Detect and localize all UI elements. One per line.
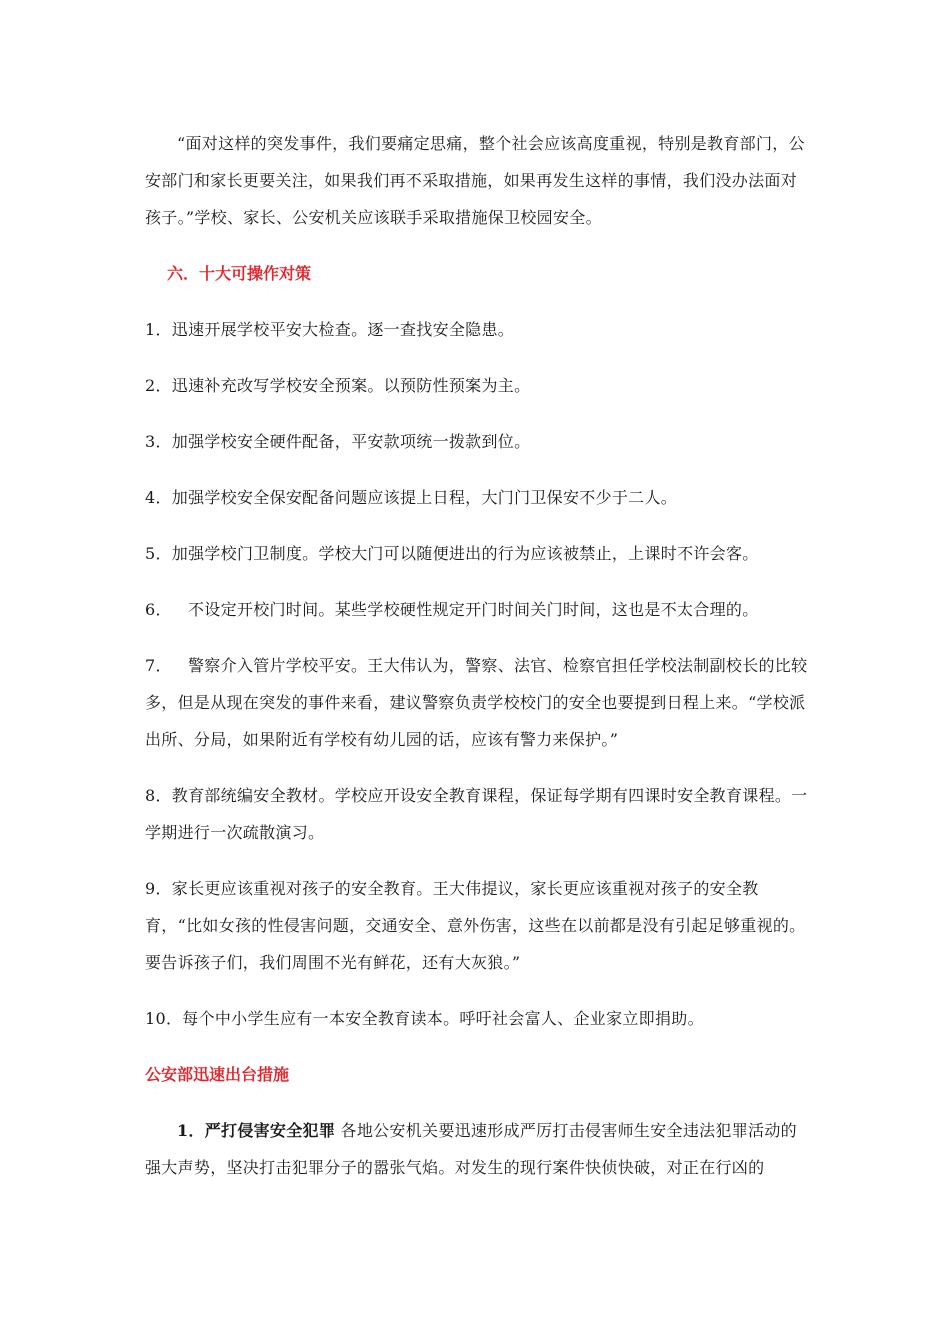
section-heading-police: 公安部迅速出台措施 <box>145 1065 290 1084</box>
item-number: 2． <box>145 376 172 395</box>
item-number: 9． <box>145 879 172 898</box>
list-item <box>145 535 810 572</box>
item-text: 不设定开校门时间。某些学校硬性规定开门时间关门时间，这也是不太合理的。 <box>188 600 759 619</box>
item-text: 教育部统编安全教材。学校应开设安全教育课程，保证每学期有四课时安全教育课程。一学期进行一次疏散演习。 <box>145 786 808 842</box>
item-number: 8． <box>145 786 172 805</box>
item-text: 迅速补充改写学校安全预案。以预防性预案为主。 <box>171 376 531 395</box>
measure-title: 1．严打侵害安全犯罪 <box>177 1121 336 1140</box>
list-item <box>145 479 810 516</box>
item-text: 加强学校安全保安配备问题应该提上日程，大门门卫保安不少于二人。 <box>171 488 678 507</box>
document-body <box>145 125 810 1186</box>
list-item <box>145 311 810 348</box>
list-item <box>145 367 810 404</box>
item-number: 1． <box>145 320 172 339</box>
list-item <box>145 1000 810 1037</box>
measure-text: 各地公安机关要迅速形成严厉打击侵害师生安全违法犯罪活动的强大声势，坚决打击犯罪分子的嚣张气焰。对发生的现行案件快侦快破，对正在行凶的 <box>145 1121 797 1177</box>
item-text: 警察介入管片学校平安。王大伟认为，警察、法官、检察官担任学校法制副校长的比较多，但是从现在突发的事件来看，建议警察负责学校校门的安全也要提到日程上来。“学校派出所、分局，如果附近有学校有幼儿园的话，应该有警力来保护。” <box>145 656 808 749</box>
item-text: 迅速开展学校平安大检查。逐一查找安全隐患。 <box>171 320 515 339</box>
item-number: 4． <box>145 488 172 507</box>
item-number: 10． <box>145 1009 183 1028</box>
police-measure-paragraph <box>145 1112 810 1186</box>
list-item <box>145 591 810 628</box>
item-number: 3． <box>145 432 172 451</box>
list-item <box>145 870 810 981</box>
item-text: 每个中小学生应有一本安全教育读本。呼吁社会富人、企业家立即捐助。 <box>182 1009 704 1028</box>
item-number: 6． <box>145 600 172 619</box>
section-heading-countermeasures: 六．十大可操作对策 <box>167 264 312 283</box>
item-text: 加强学校门卫制度。学校大门可以随便进出的行为应该被禁止，上课时不许会客。 <box>171 544 759 563</box>
item-number: 7． <box>145 656 172 675</box>
item-text: 家长更应该重视对孩子的安全教育。王大伟提议，家长更应该重视对孩子的安全教育，“比如女孩的性侵害问题，交通安全、意外伤害，这些在以前都是没有引起足够重视的。要告诉孩子们，我们周围不光有鲜花，还有大灰狼。” <box>145 879 806 972</box>
intro-paragraph: “面对这样的突发事件，我们要痛定思痛，整个社会应该高度重视，特别是教育部门，公安部门和家长更要关注，如果我们再不采取措施，如果再发生这样的事情，我们没办法面对孩子。”学校、家长、公安机关应该联手采取措施保卫校园安全。 <box>145 134 805 227</box>
list-item <box>145 423 810 460</box>
list-item <box>145 647 810 758</box>
item-number: 5． <box>145 544 172 563</box>
item-text: 加强学校安全硬件配备，平安款项统一拨款到位。 <box>171 432 531 451</box>
list-item <box>145 777 810 851</box>
